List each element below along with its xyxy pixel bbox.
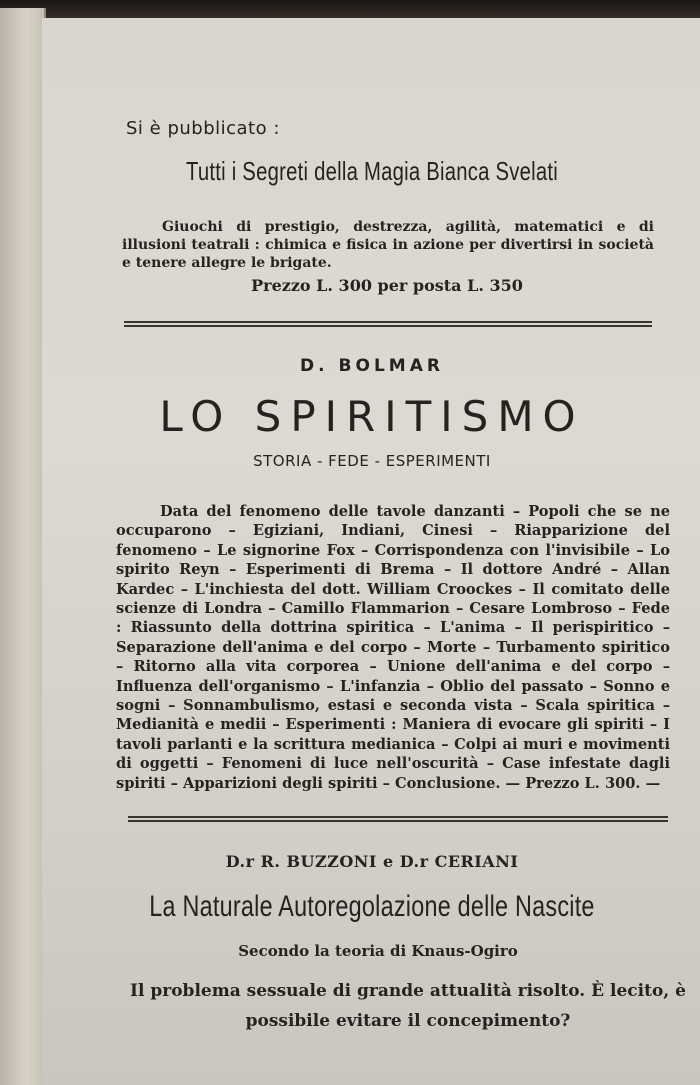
book3-theory: Secondo la teoria di Knaus-Ogiro [238,942,518,960]
book3-tagline: Il problema sessuale di grande attualità risolto. È lecito, è possibile evitare il concepimento? [130,981,686,1031]
book2-description [116,502,670,793]
book2-title: LO SPIRITISMO [159,392,585,441]
book-page [42,18,700,1085]
book1-description-text: Giuochi di prestigio, destrezza, agilità, matematici e di illusioni teatrali : chimica e fisica in azione per divertirsi in società e tenere allegre le brigate. [122,219,654,271]
divider-1 [124,321,652,327]
left-page-edge [0,8,46,1085]
book1-price: Prezzo L. 300 per posta L. 350 [251,276,523,295]
book2-author: D. BOLMAR [300,356,444,376]
book2-subtitle: STORIA - FEDE - ESPERIMENTI [253,452,491,470]
book3-title: La Naturale Autoregolazione delle Nascite [149,890,595,923]
divider-2 [128,816,668,822]
book1-title: Tutti i Segreti della Magia Bianca Svelati [185,156,559,186]
book1-description [122,218,654,272]
book2-description-text: Data del fenomeno delle tavole danzanti – Popoli che se ne occuparono – Egiziani, Indiani, Cinesi – Riapparizione del fenomeno – Le signorine Fox – Corrispondenza con l'invisibile – Lo spirito Reyn – Esperimenti di Brema – Il dottore André – Allan Kardec – L'inchiesta del dott. William Croockes – Il comitato delle scienze di Londra – Camillo Flammarion – Cesare Lombroso – Fede : Riassunto della dottrina spiritica – L'anima – Il perispiritico – Separazione dell'anima e del corpo – Morte – Turbamento spiritico – Ritorno alla vita corporea – Unione dell'anima e del corpo – Influenza dell'organismo – L'infanzia – Oblio del passato – Sonno e sogni – Sonnambulismo, estasi e seconda vista – Scala spiritica – Medianità e medii – Esperimenti : Maniera di evocare gli spiriti – I tavoli parlanti e la scrittura medianica – Colpi ai muri e movimenti di oggetti – Fenomeni di luce nell'oscurità – Case infestate dagli spiriti – Apparizioni degli spiriti – Conclusione. — Prezzo L. 300. — [116,503,670,792]
published-heading: Si è pubblicato : [126,118,280,139]
book3-authors: D.r R. BUZZONI e D.r CERIANI [225,852,519,871]
